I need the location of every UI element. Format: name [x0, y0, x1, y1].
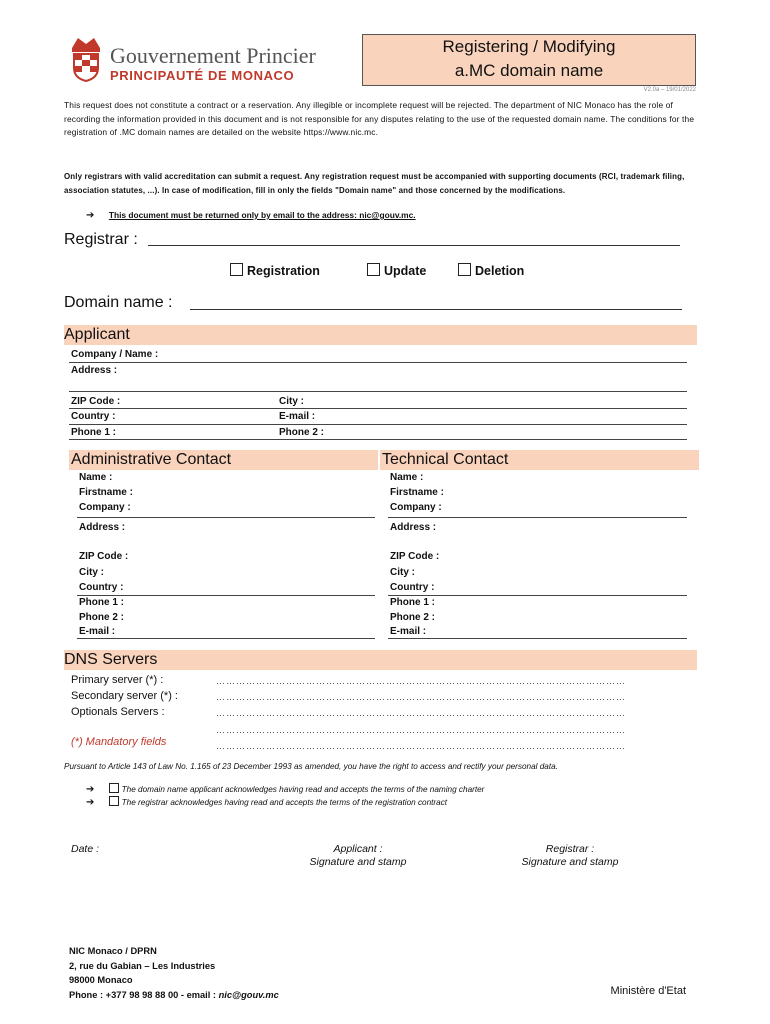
option-deletion-label: Deletion — [475, 264, 525, 278]
ack-charter-text: The domain name applicant acknowledges having read and accepts the terms of the naming charter — [121, 785, 485, 794]
registrar-label: Registrar : — [64, 231, 138, 248]
applicant-phone1-label: Phone 1 : — [71, 427, 117, 438]
notice-paragraph: Only registrars with valid accreditation can submit a request. Any registration request must be accompanied with supporting documents (RCI, trademark filing, association statutes, ...). In case of modification, fill in only the fields "Domain name" and those concerned by the modifications. — [64, 172, 685, 195]
registrar-signature-label: Registrar : — [545, 843, 595, 855]
option-update[interactable] — [367, 263, 426, 278]
applicant-signature-caption: Signature and stamp — [309, 856, 407, 868]
footer-phone: Phone : +377 98 98 88 00 - email : — [69, 989, 219, 1000]
update-checkbox[interactable] — [367, 263, 380, 276]
tech-name-label: Name : — [390, 472, 424, 483]
domain-name-field[interactable] — [190, 309, 682, 310]
tech-address-label: Address : — [390, 522, 437, 533]
arrow-right-icon: ➔ — [86, 210, 95, 221]
applicant-signature — [298, 843, 418, 869]
admin-phone2-label: Phone 2 : — [79, 612, 125, 623]
footer-line-1: NIC Monaco / DPRN — [69, 946, 157, 956]
privacy-note: Pursuant to Article 143 of Law No. 1.165 of 23 December 1993 as amended, you have the right to access and rectify your personal data. — [64, 762, 558, 771]
domain-name-label: Domain name : — [64, 294, 173, 311]
applicant-heading: Applicant — [64, 325, 697, 345]
admin-zip-label: ZIP Code : — [79, 551, 129, 562]
dns-secondary-label: Secondary server (*) : — [71, 690, 178, 702]
ack-charter-checkbox[interactable] — [109, 783, 119, 793]
arrow-right-icon: ➔ — [86, 784, 95, 795]
applicant-country-label: Country : — [71, 411, 116, 422]
registrar-signature-caption: Signature and stamp — [521, 856, 619, 868]
tech-company-label: Company : — [390, 502, 442, 513]
return-note-text: This document must be returned only by email to the address: nic@gouv.mc. — [108, 210, 416, 220]
dns-secondary-field[interactable]: …………………………………………………………………………………………………………… — [216, 692, 626, 702]
admin-country-label: Country : — [79, 582, 124, 593]
admin-city-label: City : — [79, 567, 104, 578]
dns-heading: DNS Servers — [64, 650, 697, 670]
arrow-right-icon: ➔ — [86, 797, 95, 808]
deletion-checkbox[interactable] — [458, 263, 471, 276]
tech-email-label: E-mail : — [390, 626, 427, 637]
logo-subtitle: PRINCIPAUTÉ DE MONACO — [110, 68, 295, 83]
intro-paragraph: This request does not constitute a contract or a reservation. Any illegible or incomplete request will be rejected. The department of NIC Monaco has the role of recording the information provided in this document and is not responsible for any disputes relating to the use of the requested domain name. The conditions for the registration of .MC domain names are detailed on the website https://www.nic.mc. — [64, 100, 695, 137]
admin-name-label: Name : — [79, 472, 113, 483]
registrar-field[interactable] — [148, 245, 680, 246]
ack-contract-checkbox[interactable] — [109, 796, 119, 806]
applicant-company-label: Company / Name : — [71, 349, 159, 360]
logo-title: Gouvernement Princier — [110, 43, 316, 68]
applicant-email-label: E-mail : — [279, 411, 316, 422]
admin-email-label: E-mail : — [79, 626, 116, 637]
registration-checkbox[interactable] — [230, 263, 243, 276]
dns-optional-label: Optionals Servers : — [71, 706, 165, 718]
footer-address — [69, 944, 279, 1002]
applicant-address-label: Address : — [71, 365, 118, 376]
applicant-zip-label: ZIP Code : — [71, 396, 121, 407]
applicant-phone2-label: Phone 2 : — [279, 427, 325, 438]
tech-firstname-label: Firstname : — [390, 487, 444, 498]
monaco-crest-icon — [68, 34, 104, 82]
footer-email-link[interactable]: nic@gouv.mc — [218, 989, 279, 1000]
registrar-signature — [510, 843, 630, 869]
tech-phone2-label: Phone 2 : — [390, 612, 436, 623]
admin-firstname-label: Firstname : — [79, 487, 133, 498]
option-update-label: Update — [384, 264, 427, 278]
mandatory-note: (*) Mandatory fields — [71, 736, 167, 748]
tech-city-label: City : — [390, 567, 415, 578]
footer-line-4 — [69, 988, 279, 1003]
dns-primary-field[interactable]: …………………………………………………………………………………………………………… — [216, 676, 626, 686]
return-note — [86, 205, 416, 223]
footer-line-2: 2, rue du Gabian – Les Industries — [69, 960, 216, 971]
applicant-city-label: City : — [279, 396, 304, 407]
ack-contract-text: The registrar acknowledges having read and accepts the terms of the registration contract — [121, 798, 448, 807]
admin-contact-heading: Administrative Contact — [69, 450, 378, 470]
ack-registration-contract[interactable] — [86, 796, 447, 808]
ministere-label: Ministère d'Etat — [610, 985, 686, 997]
version-label: V2.0a – 19/01/2022 — [643, 87, 696, 93]
dns-optional-field-3[interactable]: …………………………………………………………………………………………………………… — [216, 741, 626, 751]
tech-country-label: Country : — [390, 582, 435, 593]
tech-zip-label: ZIP Code : — [390, 551, 440, 562]
ack-naming-charter[interactable] — [86, 783, 484, 795]
dns-optional-field-1[interactable]: …………………………………………………………………………………………………………… — [216, 708, 626, 718]
title-line-2: a.MC domain name — [454, 61, 604, 80]
option-registration[interactable] — [230, 263, 320, 278]
applicant-signature-label: Applicant : — [333, 843, 383, 855]
dns-optional-field-2[interactable]: …………………………………………………………………………………………………………… — [216, 725, 626, 735]
form-title-box — [362, 34, 696, 86]
tech-phone1-label: Phone 1 : — [390, 597, 436, 608]
admin-company-label: Company : — [79, 502, 131, 513]
tech-contact-heading: Technical Contact — [380, 450, 699, 470]
option-registration-label: Registration — [247, 264, 320, 278]
date-label: Date : — [71, 843, 100, 855]
footer-line-3: 98000 Monaco — [69, 975, 133, 985]
dns-primary-label: Primary server (*) : — [71, 674, 164, 686]
admin-phone1-label: Phone 1 : — [79, 597, 125, 608]
admin-address-label: Address : — [79, 522, 126, 533]
option-deletion[interactable] — [458, 263, 524, 278]
title-line-1: Registering / Modifying — [442, 37, 616, 56]
